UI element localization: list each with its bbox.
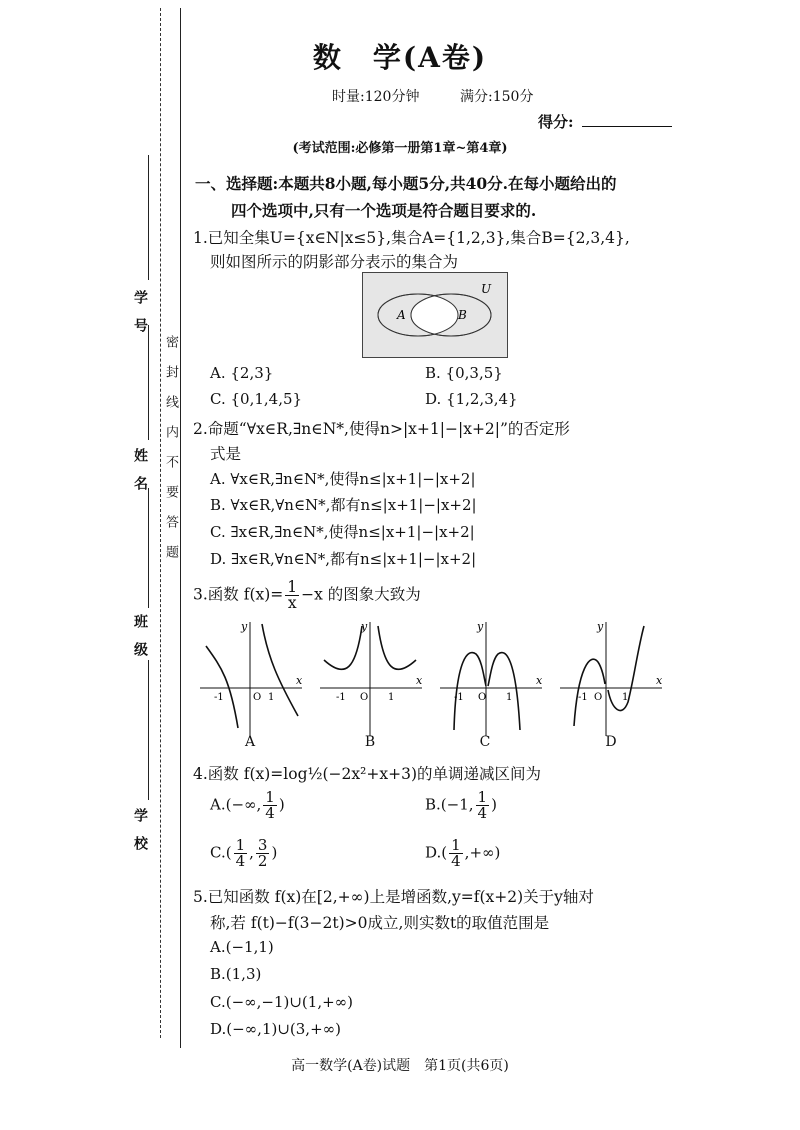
q4-a-pre: A.(−∞,: [210, 795, 262, 814]
q2-stem-line1: 2.命题“∀x∈R,∃n∈N*,使得n>|x+1|−|x+2|”的否定形: [193, 420, 570, 438]
q4-option-c[interactable]: [210, 838, 277, 869]
graph-a-tick-pos: 1: [268, 692, 275, 703]
q4-d-den: 4: [451, 852, 461, 870]
name-label: 姓 名: [132, 448, 148, 490]
school-label: 学 校: [132, 808, 148, 850]
graph-d-tick-zero: O: [594, 692, 603, 703]
q4-a-post: ): [278, 795, 285, 814]
q3-stem: [193, 580, 421, 611]
graph-d-y-label: y: [597, 620, 604, 633]
graph-b-right-branch: [378, 626, 416, 669]
full-score: 满分:150分: [460, 89, 534, 105]
graph-b-svg: [318, 618, 428, 738]
q1-option-a[interactable]: A. {2,3}: [210, 364, 274, 382]
q2-option-b[interactable]: B. ∀x∈R,∀n∈N*,都有n≤|x+1|−|x+2|: [210, 496, 477, 514]
venn-label-u: U: [481, 282, 492, 296]
q4-d-post: ,+∞): [464, 843, 501, 862]
q1-option-b[interactable]: B. {0,3,5}: [425, 364, 503, 382]
q5-option-c[interactable]: C.(−∞,−1)∪(1,+∞): [210, 993, 354, 1011]
graph-d-label: D: [605, 734, 617, 750]
q4-b-den: 4: [477, 804, 488, 822]
q3-graph-a[interactable]: [198, 618, 308, 738]
q3-frac-den: x: [287, 594, 297, 612]
number-blank-line[interactable]: [148, 155, 149, 280]
q4-c-mid: ,: [249, 843, 254, 862]
q5-option-b[interactable]: B.(1,3): [210, 965, 262, 983]
q3-graph-d[interactable]: [558, 618, 668, 738]
graph-a-y-label: y: [241, 620, 248, 633]
q4-b-post: ): [491, 795, 497, 814]
seal-warning-text: 密 封 线 内 不 要 答 题: [163, 335, 178, 560]
graph-d-x-label: x: [656, 674, 663, 687]
q3-frac-num: 1: [287, 578, 298, 596]
q4-c-den2: 2: [257, 852, 268, 870]
score-blank[interactable]: [582, 126, 672, 127]
q3-graph-c[interactable]: [438, 618, 548, 738]
q4-b-pre: B.(−1,: [425, 795, 474, 814]
exam-duration: 时量:120分钟: [332, 89, 420, 105]
q4-a-num: 1: [265, 788, 275, 806]
graph-a-left-branch: [206, 646, 238, 728]
graph-b-label: B: [364, 734, 376, 750]
q4-stem: 4.函数 f(x)=log½(−2x²+x+3)的单调递减区间为: [193, 765, 541, 783]
binding-solid-line: [180, 8, 181, 1048]
graph-c-svg: [438, 618, 548, 738]
binding-dashed-line: [160, 8, 161, 1038]
q2-option-d[interactable]: D. ∃x∈R,∀n∈N*,都有n≤|x+1|−|x+2|: [210, 550, 477, 568]
venn-label-a: A: [397, 308, 406, 322]
graph-a-svg: [198, 618, 308, 738]
graph-b-tick-zero: O: [360, 692, 369, 703]
venn-diagram: [362, 272, 508, 358]
q1-stem-line1: 1.已知全集U={x∈N|x≤5},集合A={1,2,3},集合B={2,3,4},: [193, 229, 630, 247]
graph-c-label: C: [479, 734, 491, 750]
graph-a-tick-zero: O: [253, 692, 262, 703]
q1-stem-line2: 则如图所示的阴影部分表示的集合为: [210, 253, 459, 271]
graph-b-tick-neg: -1: [336, 692, 346, 703]
exam-range: (考试范围:必修第一册第1章~第4章): [292, 141, 508, 156]
q4-c-post: ): [271, 843, 278, 862]
name-blank-line[interactable]: [148, 325, 149, 440]
q4-c-num2: 3: [257, 836, 268, 854]
q2-option-c[interactable]: C. ∃x∈R,∃n∈N*,使得n≤|x+1|−|x+2|: [210, 523, 475, 541]
graph-b-y-label: y: [361, 620, 368, 633]
q3-stem-prefix: 3.函数 f(x)=: [193, 585, 284, 604]
page-title: 数 学(A卷): [312, 41, 488, 74]
school-blank-line[interactable]: [148, 660, 149, 800]
venn-label-b: B: [458, 308, 467, 322]
graph-a-x-label: x: [296, 674, 303, 687]
q4-b-frac: [476, 790, 490, 821]
q4-option-b[interactable]: [425, 790, 497, 821]
q5-stem-line2: 称,若 f(t)−f(3−2t)>0成立,则实数t的取值范围是: [210, 914, 550, 932]
q4-d-pre: D.(: [425, 843, 448, 862]
q5-option-a[interactable]: A.(−1,1): [210, 938, 274, 956]
q4-a-frac: [263, 790, 277, 821]
graph-c-x-label: x: [536, 674, 543, 687]
graph-a-tick-neg: -1: [214, 692, 224, 703]
section-heading: [195, 170, 675, 224]
q1-option-c[interactable]: C. {0,1,4,5}: [210, 390, 303, 408]
q2-option-a[interactable]: A. ∀x∈R,∃n∈N*,使得n≤|x+1|−|x+2|: [210, 470, 476, 488]
q4-c-den1: 4: [235, 852, 246, 870]
q2-stem-line2: 式是: [210, 445, 242, 463]
graph-a-label: A: [244, 734, 256, 750]
graph-c-tick-pos: 1: [506, 692, 513, 703]
q4-d-frac: [449, 838, 463, 869]
q5-option-d[interactable]: D.(−∞,1)∪(3,+∞): [210, 1020, 341, 1038]
page-footer: 高一数学(A卷)试题 第1页(共6页): [291, 1058, 509, 1074]
graph-c-tick-zero: O: [478, 692, 487, 703]
q4-option-d[interactable]: [425, 838, 500, 869]
q5-stem-line1: 5.已知函数 f(x)在[2,+∞)上是增函数,y=f(x+2)关于y轴对: [193, 888, 594, 906]
section-heading-line2: 四个选项中,只有一个选项是符合题目要求的.: [231, 201, 537, 220]
graph-d-tick-neg: -1: [578, 692, 588, 703]
graph-d-tick-pos: 1: [622, 692, 629, 703]
number-label: 学 号: [132, 290, 148, 332]
class-label: 班 级: [132, 614, 148, 656]
q3-stem-suffix: −x 的图象大致为: [301, 585, 421, 604]
graph-c-right-branch: [488, 653, 520, 730]
graph-d-svg: [558, 618, 668, 738]
q4-option-a[interactable]: [210, 790, 285, 821]
q4-c-frac2: [256, 838, 270, 869]
graph-c-tick-neg: -1: [454, 692, 464, 703]
q3-fraction: [285, 580, 299, 611]
q4-a-den: 4: [265, 804, 275, 822]
section-heading-line1: 一、选择题:本题共8小题,每小题5分,共40分.在每小题给出的: [195, 174, 617, 193]
score-label: 得分:: [538, 113, 574, 131]
graph-b-x-label: x: [416, 674, 423, 687]
q4-b-num: 1: [477, 788, 488, 806]
q4-c-frac1: [234, 838, 248, 869]
class-blank-line[interactable]: [148, 488, 149, 608]
graph-b-tick-pos: 1: [388, 692, 395, 703]
graph-c-y-label: y: [477, 620, 484, 633]
venn-svg: [363, 273, 507, 357]
graph-b-left-branch: [324, 626, 362, 669]
q4-c-pre: C.(: [210, 843, 232, 862]
q1-option-d[interactable]: D. {1,2,3,4}: [425, 390, 518, 408]
q4-c-num1: 1: [235, 836, 246, 854]
q4-d-num: 1: [451, 836, 461, 854]
q3-graph-b[interactable]: [318, 618, 428, 738]
